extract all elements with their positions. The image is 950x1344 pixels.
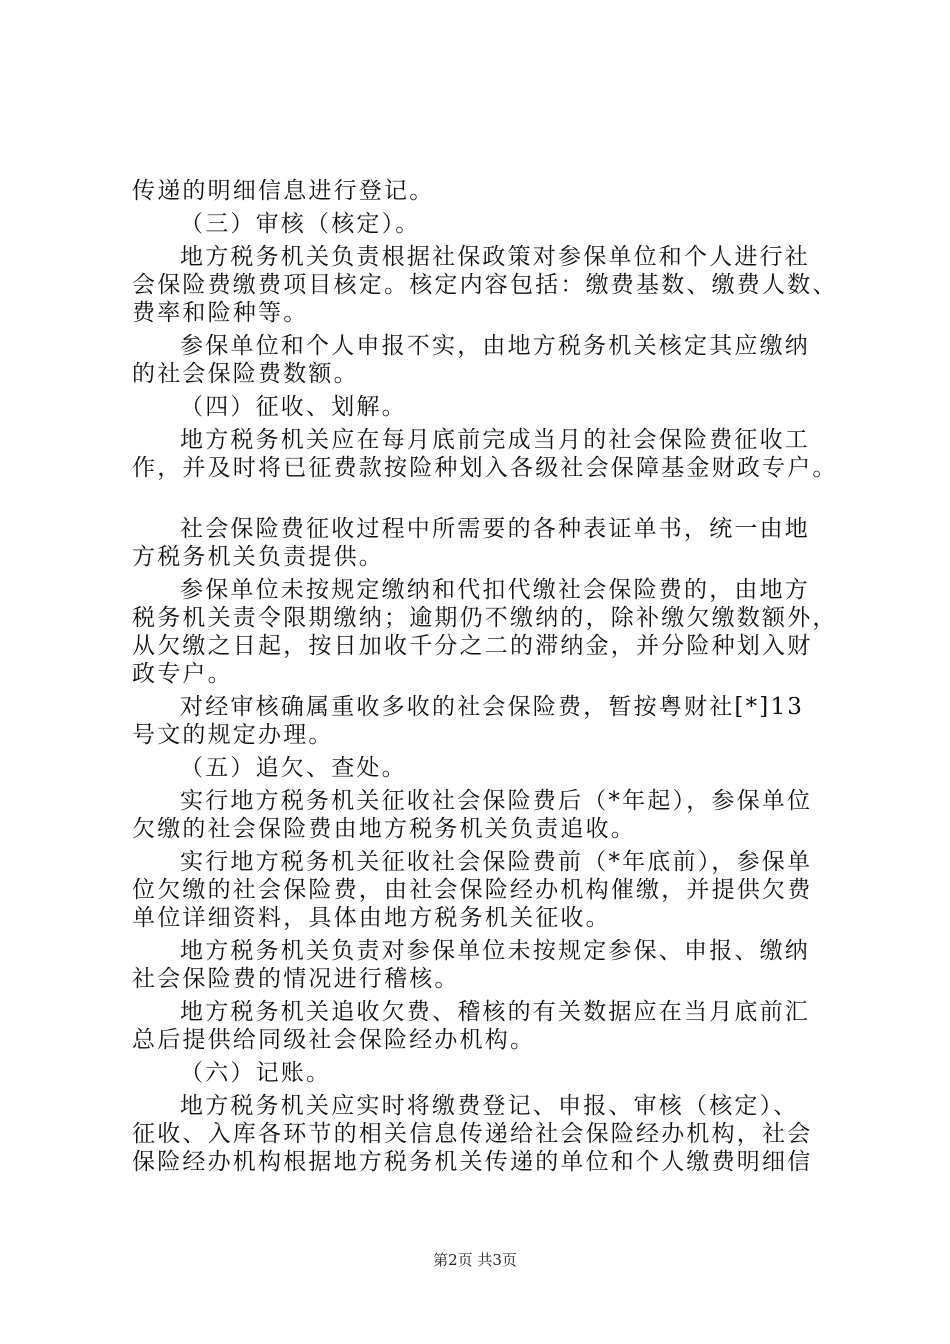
text-line: 费率和险种等。 xyxy=(132,300,309,326)
text-line: 作，并及时将已征费款按险种划入各级社会保障基金财政专户。 xyxy=(132,455,838,481)
text-line: 地方税务机关负责对参保单位未按规定参保、申报、缴纳 xyxy=(180,938,810,964)
text-line: 传递的明细信息进行登记。 xyxy=(132,178,435,204)
text-line: 实行地方税务机关征收社会保险费后（*年起），参保单位 xyxy=(180,788,813,814)
text-line: 政专户。 xyxy=(132,661,233,687)
text-line: 总后提供给同级社会保险经办机构。 xyxy=(132,1027,536,1053)
section-heading: （四）征收、划解。 xyxy=(180,394,407,420)
text-line: 实行地方税务机关征收社会保险费前（*年底前），参保单 xyxy=(180,849,813,875)
text-line: 对经审核确属重收多收的社会保险费，暂按粤财社[*]13 xyxy=(180,694,805,720)
text-line: 的社会保险费数额。 xyxy=(132,361,359,387)
section-heading: （六）记账。 xyxy=(180,1060,332,1086)
text-line: 保险经办机构根据地方税务机关传递的单位和个人缴费明细信 xyxy=(132,1149,813,1175)
text-line: 单位详细资料，具体由地方税务机关征收。 xyxy=(132,905,611,931)
text-line: 欠缴的社会保险费由地方税务机关负责追收。 xyxy=(132,816,636,842)
text-line: 位欠缴的社会保险费，由社会保险经办机构催缴，并提供欠费 xyxy=(132,877,813,903)
text-line: 社会保险费的情况进行稽核。 xyxy=(132,966,460,992)
text-line: 征收、入库各环节的相关信息传递给社会保险经办机构，社会 xyxy=(132,1121,813,1147)
text-line: 从欠缴之日起，按日加收千分之二的滞纳金，并分险种划入财 xyxy=(132,633,813,659)
text-line: 地方税务机关负责根据社保政策对参保单位和个人进行社 xyxy=(180,244,810,270)
section-heading: （五）追欠、查处。 xyxy=(180,755,407,781)
text-line: 地方税务机关应在每月底前完成当月的社会保险费征收工 xyxy=(180,427,810,453)
text-line: 地方税务机关追收欠费、稽核的有关数据应在当月底前汇 xyxy=(180,999,810,1025)
text-line: 社会保险费征收过程中所需要的各种表证单书，统一由地 xyxy=(180,516,810,542)
text-line: 会保险费缴费项目核定。核定内容包括：缴费基数、缴费人数、 xyxy=(132,272,838,298)
text-line: 参保单位未按规定缴纳和代扣代缴社会保险费的，由地方 xyxy=(180,577,810,603)
text-line: 地方税务机关应实时将缴费登记、申报、审核（核定）、 xyxy=(180,1093,799,1119)
text-line: 号文的规定办理。 xyxy=(132,722,334,748)
text-line: 参保单位和个人申报不实，由地方税务机关核定其应缴纳 xyxy=(180,333,810,359)
section-heading: （三）审核（核定）。 xyxy=(180,211,421,237)
page-number-footer: 第2页 共3页 xyxy=(433,1251,517,1269)
text-line: 方税务机关负责提供。 xyxy=(132,544,384,570)
text-line: 税务机关责令限期缴纳；逾期仍不缴纳的，除补缴欠缴数额外， xyxy=(132,605,838,631)
